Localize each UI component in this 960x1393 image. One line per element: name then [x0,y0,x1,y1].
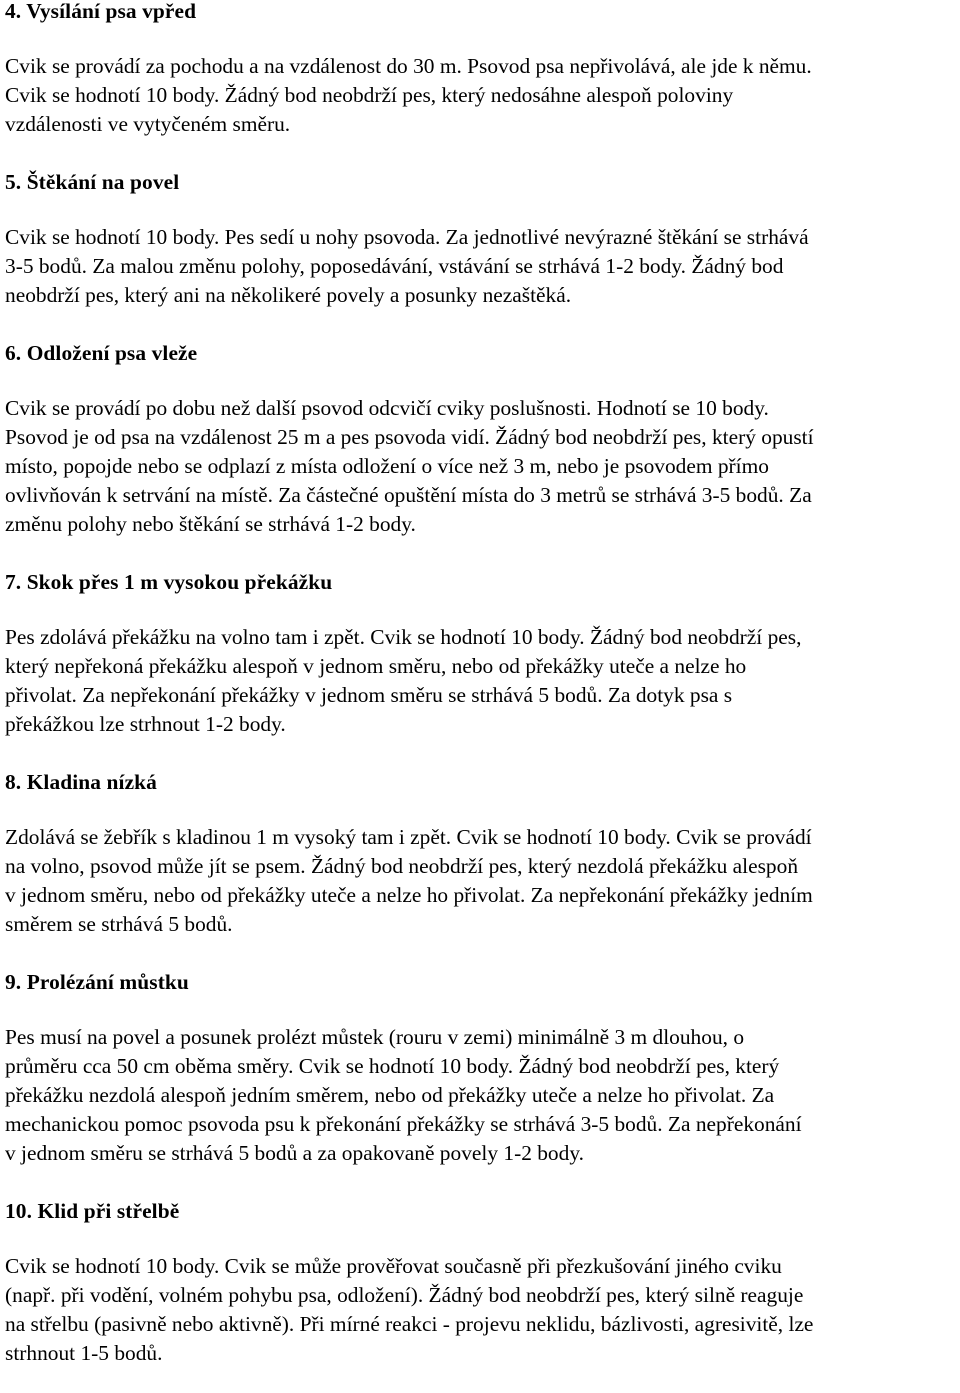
section-heading: 6. Odložení psa vleže [5,341,198,365]
section-9 [5,968,957,1168]
paragraph-line: změnu polohy nebo štěkání se strhává 1-2 body. [5,512,416,536]
paragraph-line: směrem se strhává 5 bodů. [5,912,233,936]
paragraph-line: Cvik se hodnotí 10 body. Pes sedí u nohy psovoda. Za jednotlivé nevýrazné štěkání se strhává [5,225,809,249]
paragraph-line: Pes zdolává překážku na volno tam i zpět. Cvik se hodnotí 10 body. Žádný bod neobdrží pes, [5,625,802,649]
section-paragraph [5,1252,957,1368]
section-heading: 10. Klid při střelbě [5,1199,180,1223]
paragraph-line: překážkou lze strhnout 1-2 body. [5,712,286,736]
paragraph-line: překážku nezdolá alespoň jedním směrem, nebo od překážky uteče a nelze ho přivolat. Za [5,1083,775,1107]
document-body [5,0,957,1368]
paragraph-line: mechanickou pomoc psovoda psu k překonání překážky se strhává 3-5 bodů. Za nepřekonání [5,1112,802,1136]
paragraph-line: na střelbu (pasivně nebo aktivně). Při mírné reakci - projevu neklidu, bázlivosti, agresivitě, lze [5,1312,814,1336]
paragraph-line: místo, popojde nebo se odplazí z místa odložení o více než 3 m, nebo je psovodem přímo [5,454,769,478]
paragraph-line: v jednom směru se strhává 5 bodů a za opakovaně povely 1-2 body. [5,1141,584,1165]
paragraph-line: přivolat. Za nepřekonání překážky v jednom směru se strhává 5 bodů. Za dotyk psa s [5,683,733,707]
paragraph-line: ovlivňován k setrvání na místě. Za částečné opuštění místa do 3 metrů se strhává 3-5 bodů. Za [5,483,812,507]
paragraph-line: Cvik se hodnotí 10 body. Žádný bod neobdrží pes, který nedosáhne alespoň poloviny [5,83,734,107]
paragraph-line: průměru cca 50 cm oběma směry. Cvik se hodnotí 10 body. Žádný bod neobdrží pes, který [5,1054,780,1078]
section-paragraph [5,223,957,310]
section-paragraph [5,623,957,739]
section-4 [5,0,957,139]
paragraph-line: vzdálenosti ve vytyčeném směru. [5,112,291,136]
paragraph-line: neobdrží pes, který ani na několikeré povely a posunky nezaštěká. [5,283,572,307]
paragraph-line: který nepřekoná překážku alespoň v jednom směru, nebo od překážky uteče a nelze ho [5,654,747,678]
section-6 [5,339,957,539]
paragraph-line: Pes musí na povel a posunek prolézt můstek (rouru v zemi) minimálně 3 m dlouhou, o [5,1025,745,1049]
section-paragraph [5,394,957,539]
section-paragraph [5,1023,957,1168]
paragraph-line: Zdolává se žebřík s kladinou 1 m vysoký tam i zpět. Cvik se hodnotí 10 body. Cvik se provádí [5,825,812,849]
section-10 [5,1197,957,1368]
section-heading: 5. Štěkání na povel [5,170,180,194]
paragraph-line: strhnout 1-5 bodů. [5,1341,163,1365]
section-paragraph [5,52,957,139]
section-8 [5,768,957,939]
section-5 [5,168,957,310]
paragraph-line: Cvik se hodnotí 10 body. Cvik se může prověřovat současně při přezkušování jiného cviku [5,1254,782,1278]
section-heading: 7. Skok přes 1 m vysokou překážku [5,570,333,594]
paragraph-line: Cvik se provádí za pochodu a na vzdálenost do 30 m. Psovod psa nepřivolává, ale jde k němu. [5,54,812,78]
paragraph-line: Cvik se provádí po dobu než další psovod odcvičí cviky poslušnosti. Hodnotí se 10 body. [5,396,769,420]
paragraph-line: 3-5 bodů. Za malou změnu polohy, poposedávání, vstávání se strhává 1-2 body. Žádný bod [5,254,784,278]
section-paragraph [5,823,957,939]
section-heading: 4. Vysílání psa vpřed [5,0,197,23]
section-7 [5,568,957,739]
section-heading: 8. Kladina nízká [5,770,157,794]
section-heading: 9. Prolézání můstku [5,970,189,994]
paragraph-line: na volno, psovod může jít se psem. Žádný bod neobdrží pes, který nezdolá překážku alespoň [5,854,799,878]
paragraph-line: Psovod je od psa na vzdálenost 25 m a pes psovoda vidí. Žádný bod neobdrží pes, který opustí [5,425,814,449]
paragraph-line: (např. při vodění, volném pohybu psa, odložení). Žádný bod neobdrží pes, který silně reaguje [5,1283,804,1307]
paragraph-line: v jednom směru, nebo od překážky uteče a nelze ho přivolat. Za nepřekonání překážky jedním [5,883,813,907]
